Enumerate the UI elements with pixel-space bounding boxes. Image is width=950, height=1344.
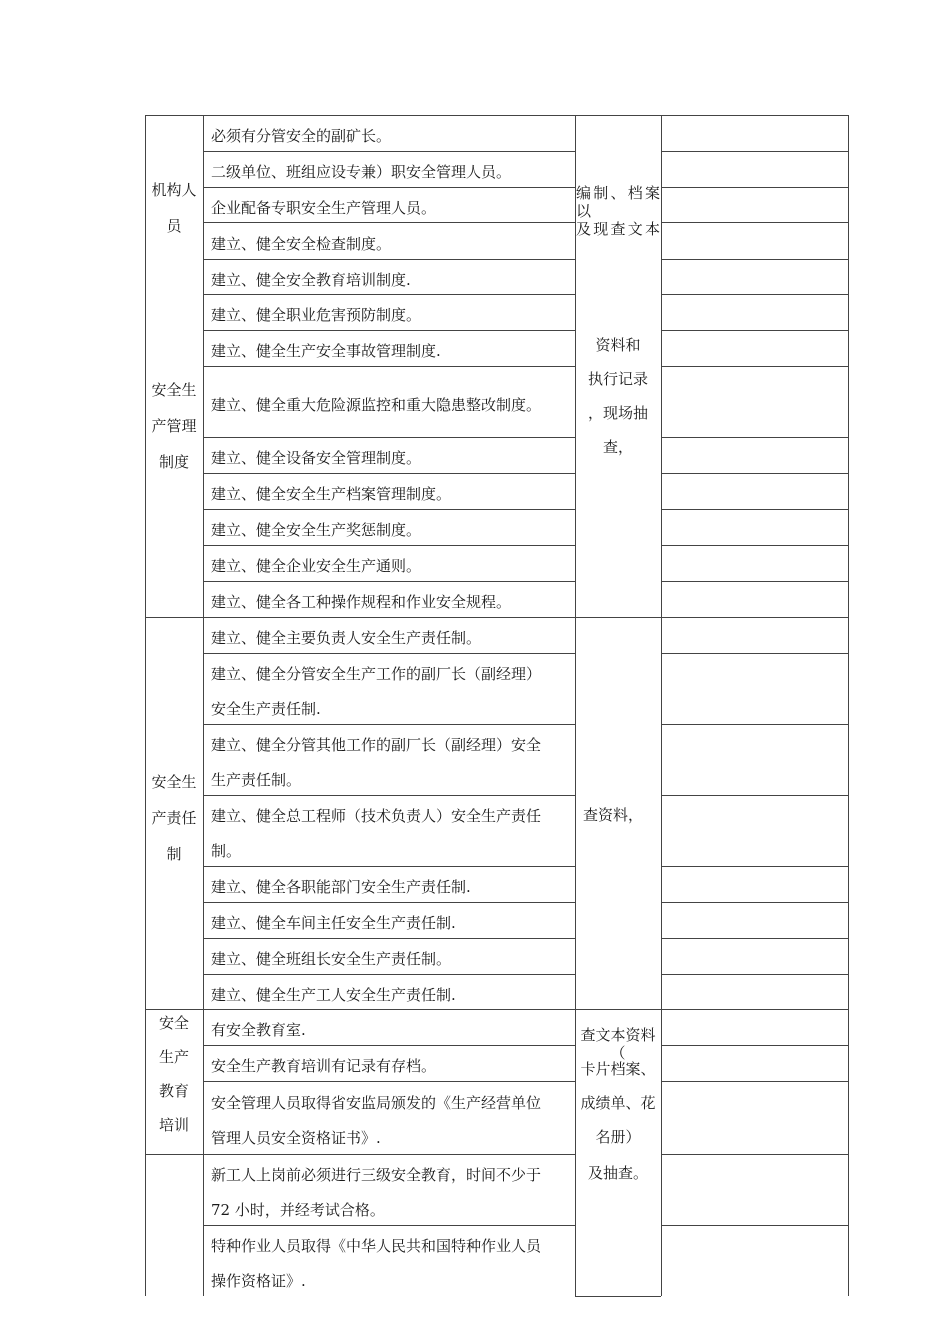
method-text: 查文本资料（: [580, 1026, 656, 1062]
item-text: 建立、健全车间主任安全生产责任制.: [211, 914, 456, 932]
row-divider: [203, 724, 575, 725]
row-divider: [203, 902, 575, 903]
item-text: 特种作业人员取得《中华人民共和国特种作业人员: [211, 1237, 542, 1255]
method-text: 执行记录: [587, 370, 648, 388]
item-text: 建立、健全生产安全事故管理制度.: [211, 342, 441, 360]
category-label: 安全生: [151, 773, 197, 791]
item-text: 安全生产教育培训有记录有存档。: [211, 1057, 437, 1075]
method-text: 编制、档案以: [576, 184, 660, 220]
row-divider: [203, 151, 575, 152]
row-divider: [203, 473, 575, 474]
item-text: 新工人上岗前必须进行三级安全教育，时间不少于: [211, 1166, 542, 1184]
method-text: 及抽查。: [587, 1164, 648, 1182]
row-divider: [203, 294, 575, 295]
item-text: 制。: [211, 842, 242, 860]
item-text: 建立、健全分管其他工作的副厂长（副经理）安全: [211, 736, 542, 754]
method-bottom-border: [575, 1296, 661, 1297]
method-text: ，现场抽: [587, 404, 648, 422]
row-divider: [203, 1154, 575, 1155]
item-text: 建立、健全分管安全生产工作的副厂长（副经理）: [211, 665, 542, 683]
category-label: 培训: [158, 1116, 189, 1134]
category-label: 制: [166, 845, 182, 863]
item-text: 建立、健全企业安全生产通则。: [211, 557, 422, 575]
row-divider: [661, 902, 848, 903]
row-divider: [661, 617, 848, 618]
col-border-method: [661, 115, 662, 1296]
method-divider: [575, 1009, 661, 1010]
item-text: 管理人员安全资格证书》.: [211, 1129, 381, 1147]
item-text: 安全生产责任制.: [211, 700, 321, 718]
row-divider: [203, 509, 575, 510]
row-divider: [203, 795, 575, 796]
section-divider: [145, 617, 203, 618]
item-text: 建立、健全各工种操作规程和作业安全规程。: [211, 593, 512, 611]
row-divider: [661, 795, 848, 796]
category-label: 制度: [158, 453, 189, 471]
row-divider: [203, 938, 575, 939]
method-text: 查资料，: [583, 806, 644, 824]
row-divider: [661, 151, 848, 152]
row-divider: [203, 617, 575, 618]
col-border-item: [575, 115, 576, 1296]
category-label: 员: [166, 217, 182, 235]
row-divider: [203, 222, 575, 223]
row-divider: [203, 653, 575, 654]
row-divider: [661, 1154, 848, 1155]
item-text: 企业配备专职安全生产管理人员。: [211, 198, 437, 217]
row-divider: [203, 1081, 575, 1082]
row-divider: [661, 509, 848, 510]
row-divider: [661, 222, 848, 223]
row-divider: [203, 366, 575, 367]
row-divider: [203, 187, 575, 188]
section-divider: [145, 1154, 203, 1155]
row-divider: [661, 1225, 848, 1226]
row-divider: [661, 187, 848, 188]
item-text: 建立、健全安全生产档案管理制度。: [211, 485, 452, 503]
category-label: 安全: [158, 1014, 189, 1032]
row-divider: [661, 938, 848, 939]
row-divider: [661, 974, 848, 975]
col-border-category: [203, 115, 204, 1296]
item-text: 建立、健全各职能部门安全生产责任制.: [211, 878, 471, 896]
row-divider: [661, 259, 848, 260]
method-text: 查，: [602, 438, 633, 456]
method-text: 成绩单、花: [580, 1094, 656, 1112]
row-divider: [203, 330, 575, 331]
item-text: 生产责任制。: [211, 771, 302, 789]
category-label: 产管理: [151, 417, 197, 435]
row-divider: [661, 366, 848, 367]
row-divider: [661, 1081, 848, 1082]
row-divider: [661, 1009, 848, 1010]
section-divider: [145, 1009, 203, 1010]
row-divider: [203, 1225, 575, 1226]
row-divider: [661, 545, 848, 546]
category-label: 机构人: [151, 181, 197, 199]
category-label: 产责任: [151, 809, 197, 827]
table-top-border: [145, 115, 848, 116]
item-text: 建立、健全安全检查制度。: [211, 234, 392, 253]
row-divider: [203, 437, 575, 438]
method-text: 卡片档案、: [580, 1060, 656, 1078]
item-text: 建立、健全安全生产奖惩制度。: [211, 521, 422, 539]
row-divider: [203, 545, 575, 546]
method-divider: [575, 617, 661, 618]
item-text: 有安全教育室.: [211, 1021, 306, 1039]
item-text: 建立、健全安全教育培训制度.: [211, 270, 411, 289]
item-text: 建立、健全重大危险源监控和重大隐患整改制度。: [211, 395, 542, 414]
row-divider: [661, 724, 848, 725]
method-text: 及现查文本: [576, 220, 660, 238]
row-divider: [661, 866, 848, 867]
item-text: 建立、健全生产工人安全生产责任制.: [211, 985, 456, 1004]
row-divider: [203, 866, 575, 867]
row-divider: [203, 1009, 575, 1010]
item-text: 建立、健全职业危害预防制度。: [211, 306, 422, 324]
category-label: 生产: [158, 1048, 189, 1066]
item-text: 必须有分管安全的副矿长。: [211, 127, 392, 145]
row-divider: [661, 437, 848, 438]
item-text: 建立、健全班组长安全生产责任制。: [211, 950, 452, 968]
row-divider: [661, 294, 848, 295]
item-text: 二级单位、班组应设专兼）职安全管理人员。: [211, 163, 512, 181]
row-divider: [661, 653, 848, 654]
item-text: 安全管理人员取得省安监局颁发的《生产经营单位: [211, 1094, 542, 1112]
row-divider: [203, 1045, 575, 1046]
item-text: 72 小时，并经考试合格。: [211, 1201, 385, 1219]
method-text: 资料和: [595, 336, 641, 354]
row-divider: [661, 581, 848, 582]
row-divider: [661, 330, 848, 331]
row-divider: [203, 259, 575, 260]
item-text: 建立、健全设备安全管理制度。: [211, 449, 422, 467]
col-border-right: [848, 115, 849, 1296]
row-divider: [661, 473, 848, 474]
item-text: 操作资格证》.: [211, 1272, 306, 1290]
row-divider: [661, 1045, 848, 1046]
item-text: 建立、健全主要负责人安全生产责任制。: [211, 629, 482, 647]
category-label: 安全生: [151, 381, 197, 399]
item-text: 建立、健全总工程师（技术负责人）安全生产责任: [211, 807, 542, 825]
method-text: 名册）: [595, 1128, 641, 1146]
category-label: 教育: [158, 1082, 189, 1100]
row-divider: [203, 581, 575, 582]
row-divider: [203, 974, 575, 975]
